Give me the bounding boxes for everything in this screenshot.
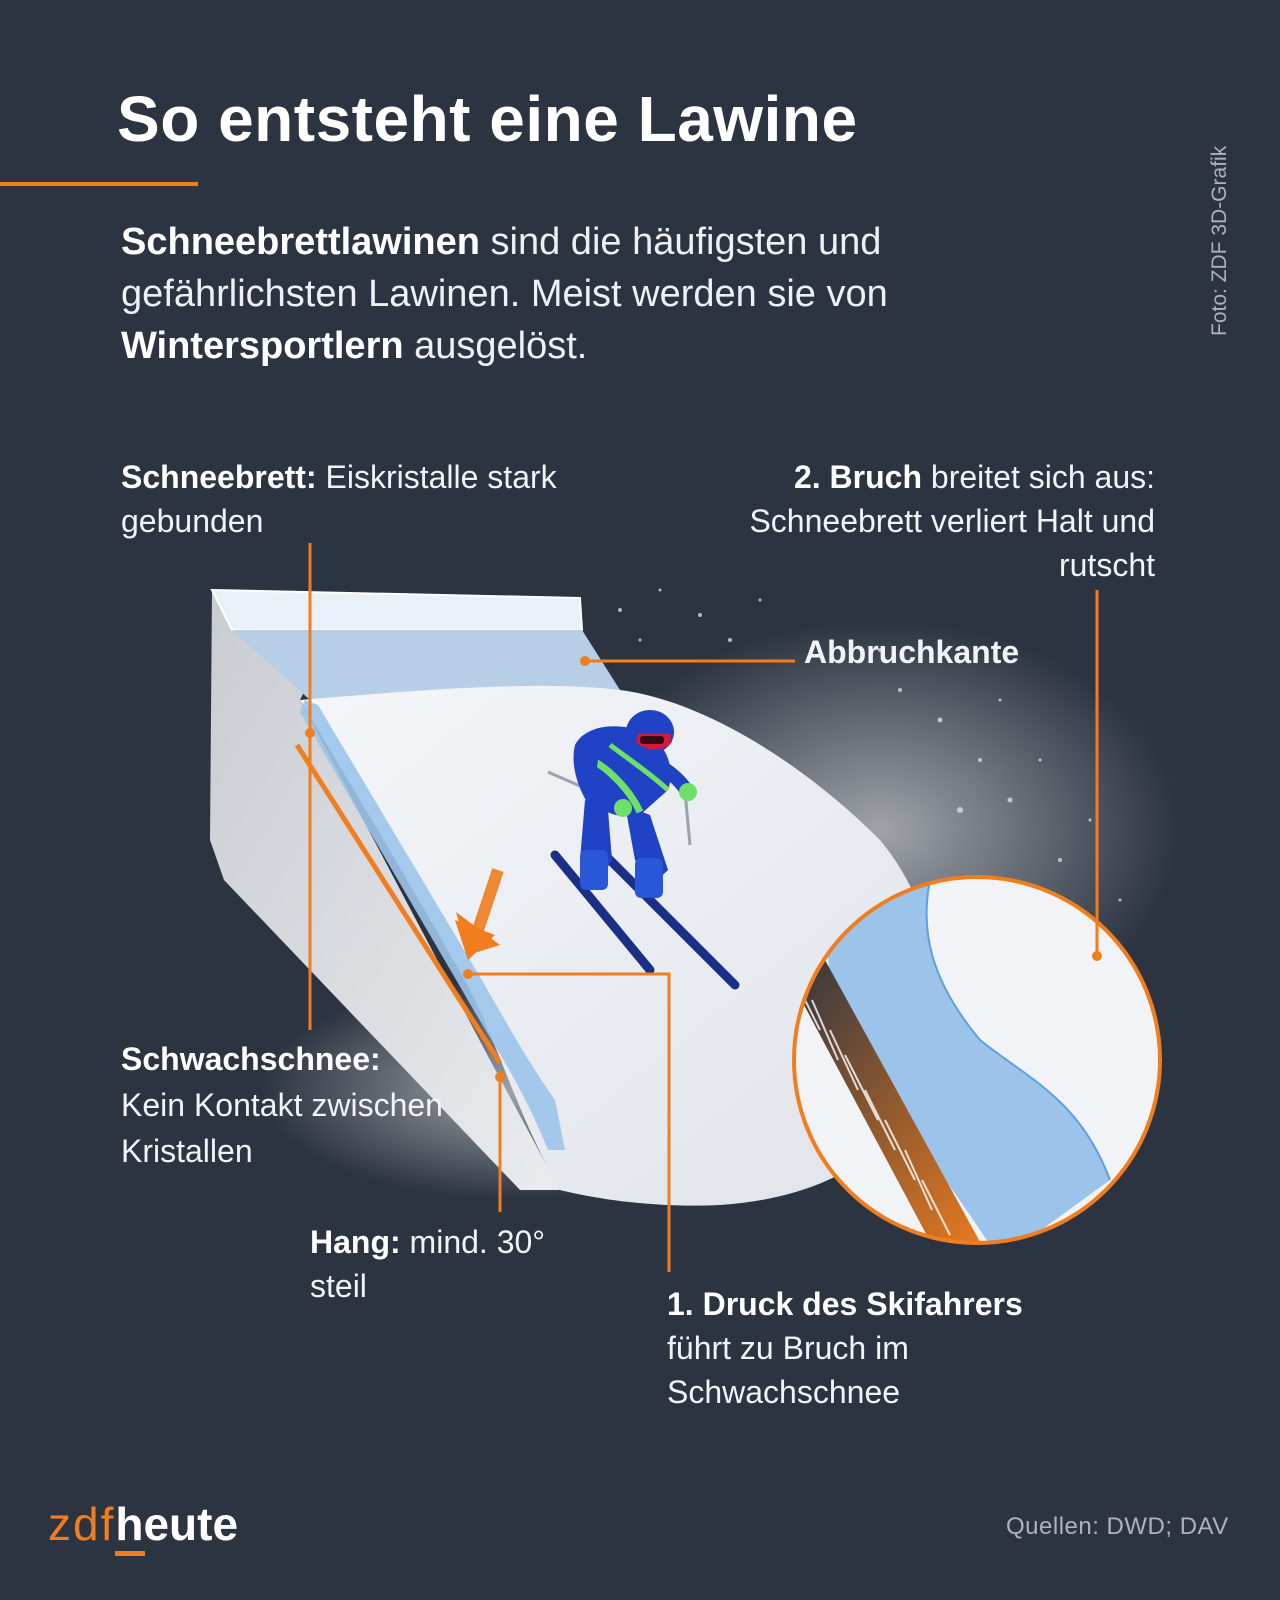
label-druck-text: führt zu Bruch im Schwachschnee [667,1330,909,1410]
label-bruch [700,455,1155,587]
snowboard-top-slab [212,590,582,630]
sources: Quellen: DWD; DAV [1006,1513,1229,1540]
page-title: So entsteht eine Lawine [117,83,858,155]
label-schneebrett-text: Eiskristalle stark gebunden [121,459,557,539]
label-schwachschnee-title: Schwachschnee: [121,1041,381,1077]
label-schwachschnee [121,1036,501,1174]
photo-credit-text: Foto: ZDF 3D-Grafik [1208,145,1231,336]
label-druck-title: 1. Druck des Skifahrers [667,1286,1023,1322]
label-schwachschnee-text: Kein Kontakt zwischen Kristallen [121,1087,443,1169]
label-druck [667,1282,1127,1414]
label-bruch-text: breitet sich aus: Schneebrett verliert Halt und rutscht [749,459,1155,583]
label-hang-title: Hang: [310,1224,401,1260]
zdfheute-logo [48,1497,238,1551]
intro-strong-1: Schneebrettlawinen [121,221,480,263]
label-bruch-title: 2. Bruch [793,459,922,495]
logo-heute: heute [115,1498,239,1550]
intro-text-2: ausgelöst. [403,325,588,367]
label-abbruchkante: Abbruchkante [804,634,1020,670]
label-hang [310,1220,550,1308]
logo-zdf: zdf [48,1498,116,1550]
intro-strong-2: Wintersportlern [121,325,404,367]
label-hang-text: mind. 30° steil [310,1224,546,1304]
label-schneebrett-title: Schneebrett: [121,459,317,495]
label-schneebrett [121,455,581,543]
intro-text-1: sind die häufigsten und gefährlichsten Lawinen. Meist werden sie von [121,221,888,315]
